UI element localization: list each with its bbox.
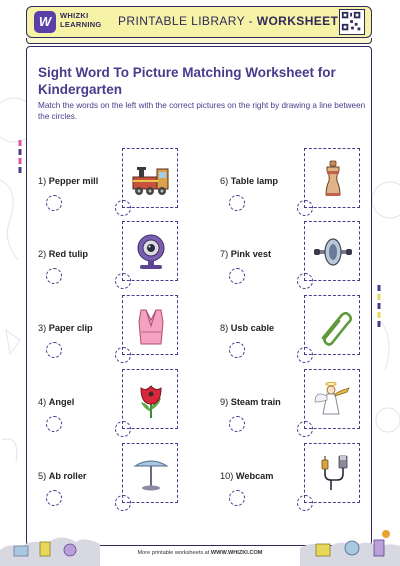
right-word-circle-9[interactable] — [229, 416, 245, 432]
picture-circle-3[interactable] — [115, 347, 131, 363]
worksheet-title: Sight Word To Picture Matching Worksheet for Kindergarten — [38, 65, 336, 97]
webcam-icon — [131, 232, 171, 272]
picture-circle-5[interactable] — [115, 495, 131, 511]
footer-credit — [100, 547, 300, 559]
picture-box-usb-cable — [304, 443, 360, 503]
picture-circle-4[interactable] — [115, 421, 131, 437]
library-prefix: PRINTABLE LIBRARY - — [118, 14, 257, 28]
qr-code-icon — [339, 9, 365, 35]
item-word: Paper clip — [48, 323, 93, 333]
right-word-circle-8[interactable] — [229, 342, 245, 358]
angel-icon — [313, 380, 353, 420]
picture-circle-9[interactable] — [297, 421, 313, 437]
item-word: Pink vest — [230, 249, 272, 259]
picture-box-webcam — [122, 221, 178, 281]
item-number: 1) — [38, 176, 47, 186]
red-tulip-icon — [131, 380, 171, 420]
picture-box-paper-clip — [304, 295, 360, 355]
item-number: 3) — [38, 323, 47, 333]
steam-train-icon — [131, 159, 171, 199]
right-word-10 — [220, 471, 273, 481]
usb-cable-icon — [313, 454, 353, 494]
item-word: Steam train — [230, 397, 281, 407]
left-word-3 — [38, 323, 93, 333]
item-number: 5) — [38, 471, 47, 481]
right-word-circle-6[interactable] — [229, 195, 245, 211]
paper-clip-icon — [313, 306, 353, 346]
footer-prefix: More printable worksheets at — [137, 550, 211, 556]
picture-box-angel — [304, 369, 360, 429]
picture-box-steam-train — [122, 148, 178, 208]
pepper-mill-icon — [313, 159, 353, 199]
picture-circle-1[interactable] — [115, 200, 131, 216]
right-word-7 — [220, 249, 271, 259]
right-word-6 — [220, 176, 278, 186]
whizki-logo: W — [34, 11, 56, 33]
picture-box-ab-roller — [304, 221, 360, 281]
left-word-circle-1[interactable] — [46, 195, 62, 211]
picture-box-pink-vest — [122, 295, 178, 355]
item-word: Pepper mill — [48, 176, 99, 186]
item-number: 6) — [220, 176, 229, 186]
item-number: 10) — [220, 471, 234, 481]
item-number: 2) — [38, 249, 47, 259]
right-word-8 — [220, 323, 274, 333]
pink-vest-icon — [131, 306, 171, 346]
item-number: 8) — [220, 323, 229, 333]
picture-circle-8[interactable] — [297, 347, 313, 363]
header-rail — [26, 38, 372, 44]
item-word: Ab roller — [48, 471, 87, 481]
left-word-circle-5[interactable] — [46, 490, 62, 506]
picture-circle-7[interactable] — [297, 273, 313, 289]
item-number: 7) — [220, 249, 229, 259]
left-word-circle-2[interactable] — [46, 268, 62, 284]
ab-roller-icon — [313, 232, 353, 272]
right-word-9 — [220, 397, 281, 407]
left-word-2 — [38, 249, 88, 259]
brand-name — [60, 11, 102, 29]
library-title — [118, 14, 338, 28]
right-word-circle-7[interactable] — [229, 268, 245, 284]
left-word-1 — [38, 176, 98, 186]
table-lamp-icon — [131, 454, 171, 494]
item-number: 9) — [220, 397, 229, 407]
left-word-circle-3[interactable] — [46, 342, 62, 358]
picture-circle-2[interactable] — [115, 273, 131, 289]
brand-line-2: LEARNING — [60, 20, 102, 29]
brand-line-1: WHIZKI — [60, 11, 89, 20]
item-word: Usb cable — [230, 323, 275, 333]
item-word: Red tulip — [48, 249, 89, 259]
picture-box-table-lamp — [122, 443, 178, 503]
library-bold: WORKSHEET — [256, 14, 339, 28]
item-word: Angel — [48, 397, 75, 407]
picture-box-pepper-mill — [304, 148, 360, 208]
picture-box-red-tulip — [122, 369, 178, 429]
picture-circle-6[interactable] — [297, 200, 313, 216]
footer-url[interactable]: WWW.WHIZKI.COM — [210, 550, 263, 556]
worksheet-instruction: Match the words on the left with the correct pictures on the right by drawing a line between the circles. — [38, 101, 366, 121]
left-word-5 — [38, 471, 87, 481]
item-number: 4) — [38, 397, 47, 407]
right-word-circle-10[interactable] — [229, 490, 245, 506]
left-word-4 — [38, 397, 74, 407]
picture-circle-10[interactable] — [297, 495, 313, 511]
item-word: Webcam — [235, 471, 274, 481]
item-word: Table lamp — [230, 176, 279, 186]
left-word-circle-4[interactable] — [46, 416, 62, 432]
